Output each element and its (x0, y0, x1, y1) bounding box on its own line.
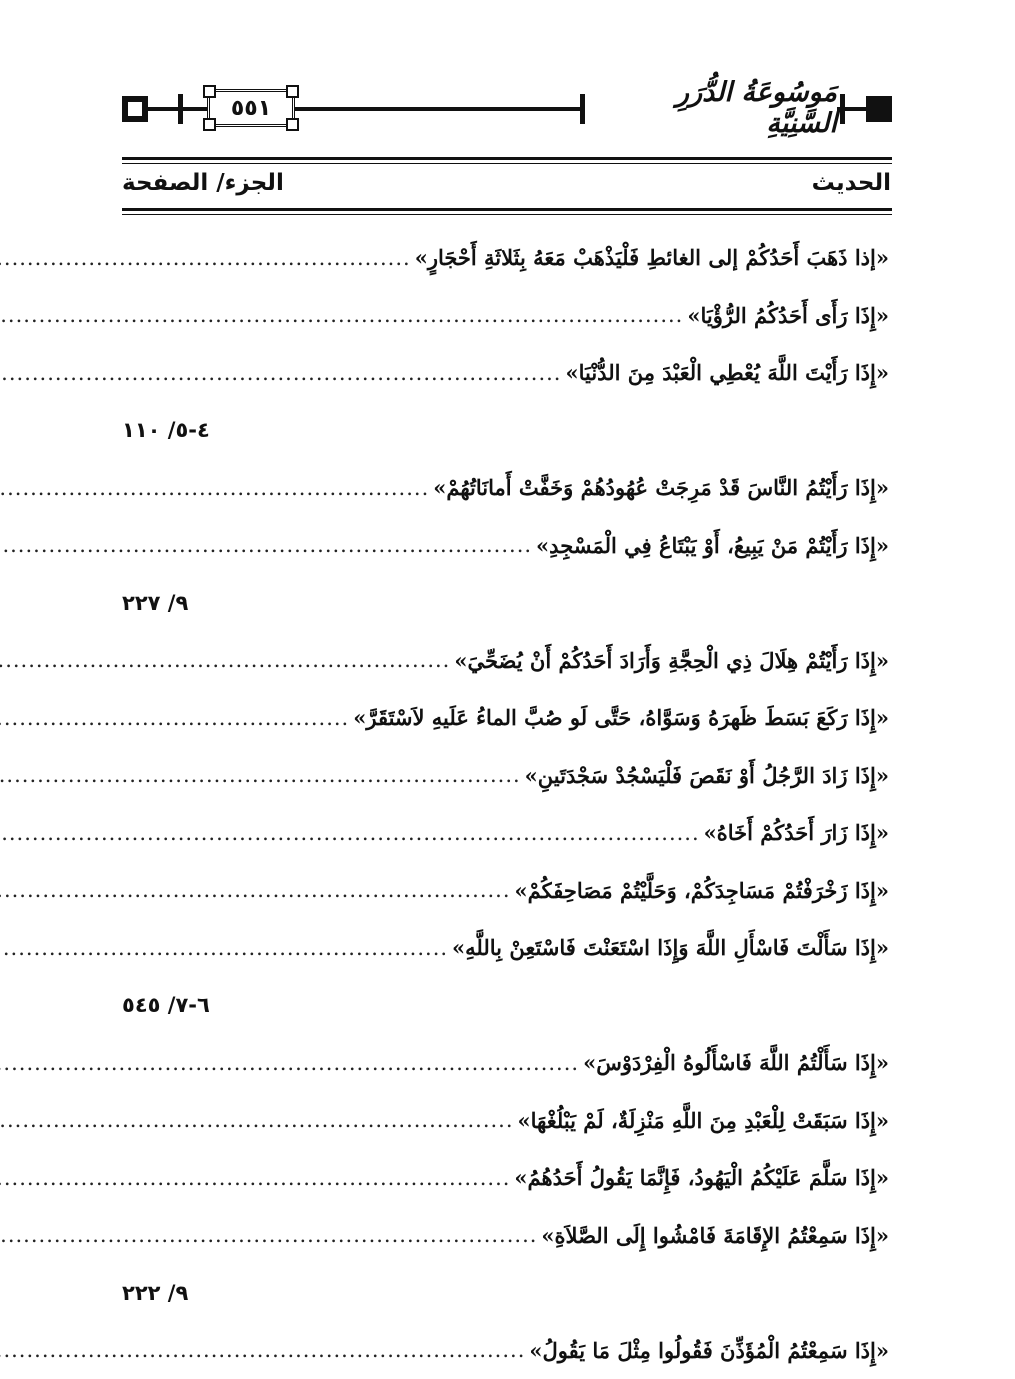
frame-corner-icon (286, 118, 299, 131)
leader-dots (0, 476, 429, 500)
index-entry-continuation (122, 977, 889, 1035)
page-number-frame (207, 89, 295, 127)
column-header-rule-thin (122, 214, 892, 215)
index-entry (122, 1092, 889, 1150)
hadith-text: «إِذَا رَأَيْتُمْ هِلَالَ ذِي الْحِجَّةِ وَأَرَادَ أَحَدُكُمْ أَنْ يُضَحِّيَ» (454, 647, 889, 673)
index-entry (122, 747, 889, 805)
leader-dots (0, 878, 511, 902)
leader-dots (0, 1051, 579, 1075)
index-entry (122, 632, 889, 690)
index-entry (122, 287, 889, 345)
hadith-text: «إِذَا رَأَيْتُمُ النَّاسَ قَدْ مَرِجَتْ عُهُودُهُمْ وَخَفَّتْ أَمانَاتُهُمْ» (433, 475, 889, 501)
hadith-text: «إِذَا زَارَ أَحَدُكُمْ أَخَاهُ» (703, 820, 889, 846)
hadith-text: «إِذَا سَلَّمَ عَلَيْكُمُ الْيَهُودُ، فَإِنَّمَا يَقُولُ أَحَدُهُمُ» (514, 1165, 889, 1191)
hadith-text: «إِذَا سَمِعْتُمُ الإِقَامَةَ فَامْشُوا إِلَى الصَّلاَةِ» (541, 1222, 889, 1248)
volume-page-ref: ٤-٥/ ١١٠ (122, 418, 210, 443)
leader-dots (0, 246, 411, 270)
leader-dots (0, 1338, 525, 1362)
index-entry-continuation (122, 1264, 889, 1322)
index-entry (122, 1207, 889, 1265)
tick-ornament-icon (580, 94, 585, 124)
leader-dots (0, 648, 450, 672)
hadith-text: «إِذَا رَأَيْتَ اللَّهَ يُعْطِي الْعَبْدَ مِنَ الدُّنْيَا» (565, 360, 889, 386)
running-header (122, 77, 892, 146)
hadith-text: «إِذَا زَخْرَفْتُمْ مَسَاجِدَكُمْ، وَحَلَّيْتُمْ مَصَاحِفَكُمْ» (514, 877, 889, 903)
volume-page-ref: ٩/ ٢٢٢ (122, 1280, 189, 1305)
index-entry (122, 689, 889, 747)
header-rule-top-thin (122, 163, 892, 164)
open-square-ornament-icon (122, 96, 148, 122)
leader-dots (0, 706, 349, 730)
leader-dots (0, 821, 700, 845)
page-number: ٥٥١ (230, 95, 272, 121)
leader-dots (0, 1223, 537, 1247)
index-entry-continuation (122, 402, 889, 460)
hadith-text: «إِذَا سَمِعْتُمُ الْمُؤَذِّنَ فَقُولُوا مِثْلَ مَا يَقُولُ» (529, 1337, 889, 1363)
leader-dots (0, 936, 448, 960)
leader-dots (0, 1166, 510, 1190)
hadith-text: «إِذَا رَأَى أَحَدُكُمُ الرُّؤْيَا» (687, 302, 889, 328)
hadith-text: «إذا ذَهَبَ أَحَدُكُمْ إلى الغائطِ فَلْيَذْهَبْ مَعَهُ بِثَلاثَةِ أَحْجَارٍ» (414, 245, 889, 271)
index-entry (122, 919, 889, 977)
frame-corner-icon (286, 85, 299, 98)
book-title: مَوسُوعَةُ الدُّرَرِ السَّنِيَّةِ (597, 82, 837, 134)
volume-page-ref: ٦-٧/ ٥٤٥ (122, 993, 210, 1018)
index-entry (122, 804, 889, 862)
hadith-text: «إِذَا سَأَلْتَ فَاسْأَلِ اللَّهَ وَإِذَا اسْتَعَنْتَ فَاسْتَعِنْ بِاللَّهِ» (452, 935, 889, 961)
solid-square-ornament-icon (866, 96, 892, 122)
hadith-text: «إِذَا زَادَ الرَّجُلُ أَوْ نَقَصَ فَلْيَسْجُدْ سَجْدَتَينِ» (524, 762, 889, 788)
leader-dots (0, 361, 561, 385)
hadith-text: «إِذَا رَأَيْتُمْ مَنْ يَبِيعُ، أَوْ يَبْتَاعُ فِي الْمَسْجِدِ» (536, 532, 889, 558)
column-header-volume-page: الجزء/ الصفحة (122, 170, 284, 196)
index-entry (122, 1322, 889, 1379)
hadith-text: «إِذَا سَبَقَتْ لِلْعَبْدِ مِنَ اللَّهِ مَنْزِلَةٌ، لَمْ يَبْلُغْهَا» (517, 1107, 889, 1133)
index-entry (122, 459, 889, 517)
tick-ornament-icon (840, 94, 845, 124)
leader-dots (0, 533, 532, 557)
header-line-mid (292, 107, 582, 111)
index-entry (122, 1149, 889, 1207)
header-rule-top (122, 157, 892, 160)
index-entry-continuation (122, 574, 889, 632)
column-header-rule (122, 208, 892, 211)
leader-dots (0, 1108, 514, 1132)
volume-page-ref: ٩/ ٢٢٧ (122, 590, 189, 615)
index-entry (122, 229, 889, 287)
hadith-index-list (122, 229, 889, 1379)
header-line-left (142, 107, 212, 111)
index-entry (122, 1034, 889, 1092)
hadith-text: «إِذَا رَكَعَ بَسَطَ ظَهرَهُ وَسَوَّاهُ، حَتَّى لَو صُبَّ الماءُ عَلَيهِ لاَسْتَقَرَّ» (353, 705, 889, 731)
index-entry (122, 517, 889, 575)
frame-corner-icon (203, 85, 216, 98)
tick-ornament-icon (178, 94, 183, 124)
index-entry (122, 344, 889, 402)
column-header-hadith: الحديث (811, 170, 891, 196)
index-entry (122, 862, 889, 920)
leader-dots (0, 303, 683, 327)
leader-dots (0, 763, 521, 787)
hadith-text: «إِذَا سَأَلْتُمُ اللَّهَ فَاسْأَلُوهُ الْفِرْدَوْسَ» (583, 1050, 889, 1076)
frame-corner-icon (203, 118, 216, 131)
